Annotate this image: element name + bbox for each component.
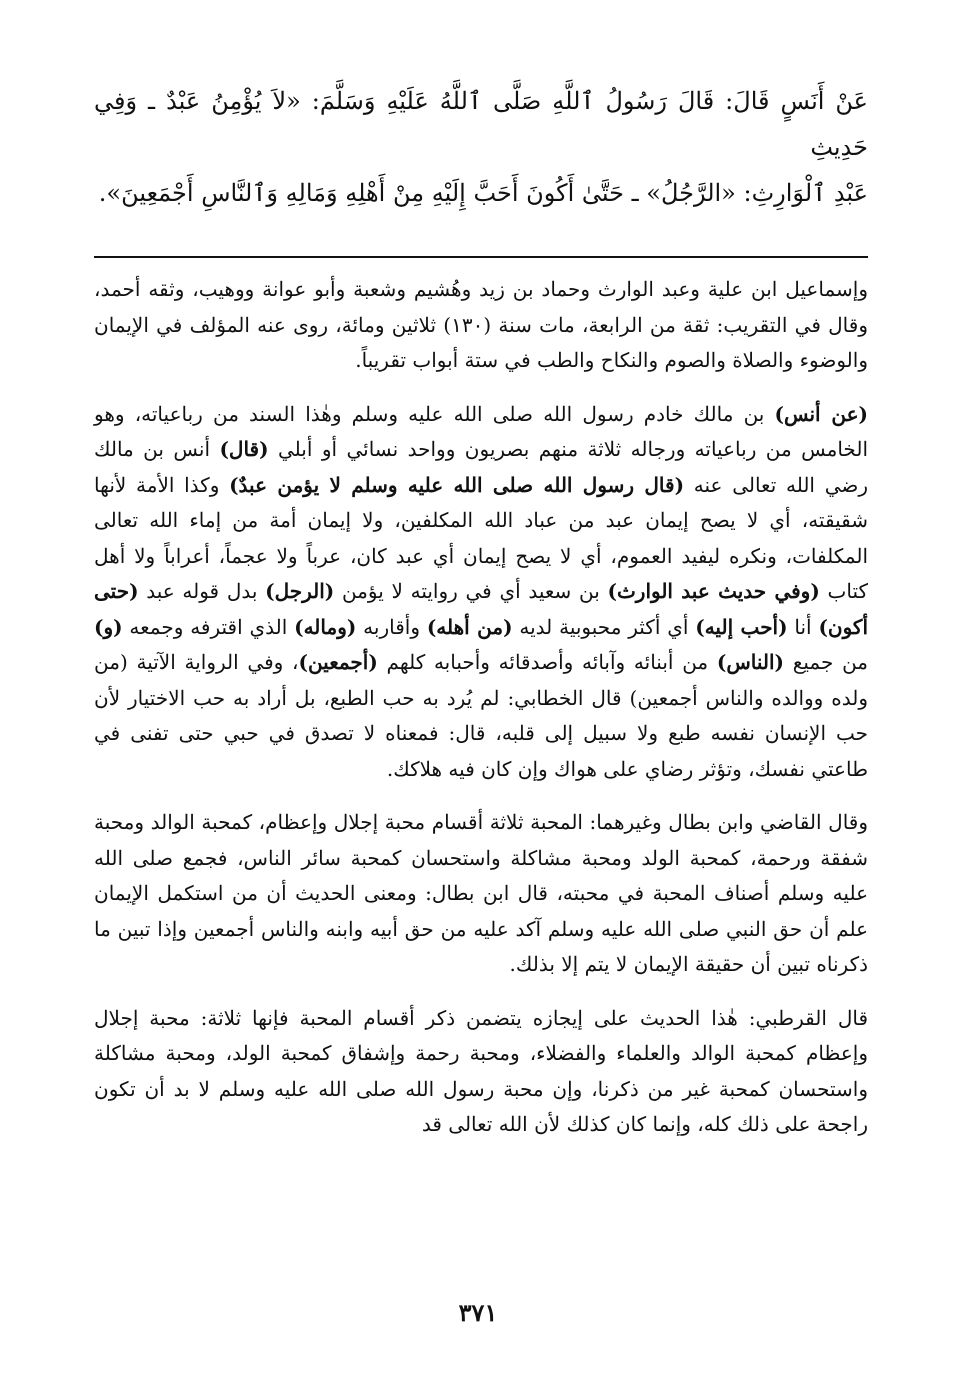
commentary-text: أنا	[787, 614, 819, 639]
commentary	[94, 272, 868, 1143]
commentary-text: وكذا الأمة لأنها شقيقته، أي لا يصح إيمان عبد من عباد الله المكلفين، ولا إيمان أمة من إماء الله تعالى المكلفات، ونكره ليفيد العموم، أي لا يصح إيمان أي عبد كان، عرباً ولا عجماً، أعراباً ولا أهل كتاب	[94, 472, 868, 603]
commentary-text: بدل قوله عبد	[138, 579, 266, 603]
hadith-line: عَبْدِ ٱلْوَارِثِ: «الرَّجُلُ» ـ حَتَّىٰ أَكُونَ أَحَبَّ إِلَيْهِ مِنْ أَهْلِهِ وَمَالِهِ وَٱلنَّاسِ أَجْمَعِينَ».	[98, 179, 868, 207]
page-body	[94, 78, 868, 1143]
commentary-text: أي أكثر محبوبية لديه	[512, 614, 696, 639]
separator-rule	[94, 256, 868, 258]
quoted-text: (أحب إليه)	[695, 614, 788, 639]
commentary-text: أنس بن مالك رضي الله تعالى عنه	[94, 437, 869, 497]
quoted-text: (و)	[94, 614, 123, 639]
commentary-text: من جميع	[784, 650, 869, 674]
hadith-text	[94, 78, 868, 216]
quoted-text: (وفي حديث عبد الوارث)	[607, 579, 820, 603]
commentary-text: الذي اقترفه وجمعه	[122, 614, 295, 639]
commentary-text: من أبنائه وآبائه وأصدقائه وأحبابه كلهم	[377, 650, 717, 674]
commentary-paragraph: قال القرطبي: هٰذا الحديث على إيجازه يتضمن ذكر أقسام المحبة فإنها ثلاثة: محبة إجلال وإعظام كمحبة الوالد والعلماء والفضلاء، ومحبة رحمة وإشفاق كمحبة الولد، ومحبة مشاكلة واستحسان كمحبة غير من ذكرنا، وإن محبة رسول الله صلى الله عليه وسلم لا بد أن تكون راجحة على ذلك كله، وإنما كان كذلك لأن الله تعالى قد	[94, 1005, 868, 1136]
commentary-text: بن مالك خادم رسول الله صلى الله عليه وسلم وهٰذا السند من رباعياته، وهو الخامس من رباعياته ورجاله ثلاثة منهم بصريون وواحد نسائي أو أبلي	[94, 401, 868, 461]
commentary-paragraph: وإسماعيل ابن علية وعبد الوارث وحماد بن زيد وهُشيم وشعبة وأبو عوانة ووهيب، وثقه أحمد، وقال في التقريب: ثقة من الرابعة، مات سنة (١٣٠) ثلاثين ومائة، روى عنه المؤلف في الإيمان والوضوء والصلاة والصوم والنكاح والطب في ستة أبواب تقريباً.	[94, 277, 868, 372]
hadith-line: عَنْ أَنَسٍ قَالَ: قَالَ رَسُولُ ٱللَّهِ صَلَّى ٱللَّهُ عَلَيْهِ وَسَلَّمَ: «لاَ يُؤْمِنُ عَبْدٌ ـ وَفِي حَدِيثِ	[94, 87, 868, 161]
quoted-text: (من أهله)	[426, 614, 513, 639]
commentary-text: بن سعيد أي في روايته لا يؤمن	[334, 579, 608, 603]
quoted-text: (قال رسول الله صلى الله عليه وسلم لا يؤمن عبدٌ)	[229, 472, 685, 497]
page-number: ٣٧١	[458, 1298, 498, 1327]
quoted-text: (أجمعين)	[298, 650, 378, 674]
commentary-paragraph: وقال القاضي وابن بطال وغيرهما: المحبة ثلاثة أقسام محبة إجلال وإعظام، كمحبة الوالد ومحبة شفقة ورحمة، كمحبة الولد ومحبة مشاكلة واستحسان كمحبة سائر الناس، فجمع صلى الله عليه وسلم أصناف المحبة في محبته، قال ابن بطال: ومعنى الحديث أن من استكمل الإيمان علم أن حق النبي صلى الله عليه وسلم آكد عليه من حق أبيه وابنه والناس أجمعين وإذا تبين ما ذكرناه تبين أن حقيقة الإيمان لا يتم إلا بذلك.	[94, 810, 869, 976]
quoted-text: (الرجل)	[265, 579, 335, 603]
quoted-text: (الناس)	[716, 650, 784, 674]
quoted-text: (عن أنس)	[774, 401, 868, 426]
quoted-text: (وماله)	[294, 614, 357, 639]
commentary-paragraph	[94, 397, 868, 788]
quoted-text: (قال)	[219, 437, 269, 461]
commentary-text: وأقاربه	[356, 614, 427, 639]
quoted-text: (حتى أكون)	[94, 579, 869, 639]
commentary-text: ، وفي الرواية الآتية (من ولده ووالده والناس أجمعين) قال الخطابي: لم يُرد به حب الطبع، بل أراد به حب الاختيار لأن حب الإنسان نفسه طبع ولا سبيل إلى قلبه، قال: فمعناه لا تصدق في حبي حتى تفنى في طاعتي نفسك، وتؤثر رضاي على هواك وإن كان فيه هلاكك.	[94, 650, 868, 781]
